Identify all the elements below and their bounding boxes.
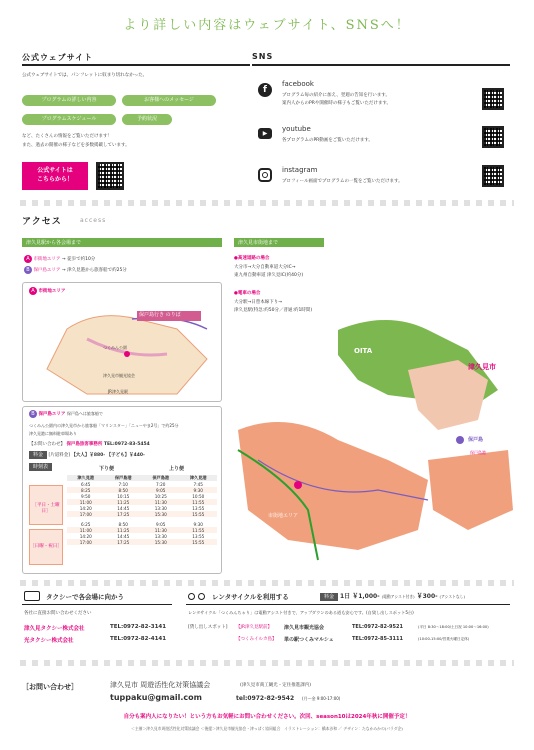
youtube-icon[interactable]: ▶ — [258, 128, 272, 139]
access-heading-en: access — [80, 217, 107, 224]
car-line2: 東九州自動車道 津久見IC(約40分) — [234, 273, 304, 278]
website-note2: また、過去の開催の様子などを多数掲載しています。 — [22, 143, 130, 148]
official-site-line2: こちらから！ — [36, 176, 73, 183]
map-b-marker-icon: B — [29, 410, 37, 418]
map-b-contact-tel: TEL:0972-83-5454 — [103, 442, 150, 447]
city-area-label: 市街地エリア — [268, 513, 299, 519]
timetable-cell: 11:55 — [192, 527, 205, 533]
page-title: より詳しい内容はウェブサイト、SNSへ！ — [123, 18, 411, 33]
cycle-0-time: (平日 8:30〜18:00/土日祝 10:00〜16:00) — [418, 625, 489, 629]
area-a-desc: → 徒歩で約10分 — [61, 257, 96, 262]
official-site-line1: 公式サイトは — [37, 167, 73, 174]
bicycle-icon — [188, 590, 206, 601]
col-header: 津久見港 — [77, 475, 95, 480]
timetable-up: 上り便 — [169, 466, 185, 472]
timetable-cell: 14:45 — [117, 533, 130, 539]
timetable-cell: 10:15 — [117, 493, 130, 499]
car-title: ●高速道路の場合 — [234, 256, 270, 261]
cycle-heading: レンタサイクルを利用する — [212, 593, 289, 601]
timetable-cell: 11:55 — [192, 499, 205, 505]
cycle-spot-label: [貸し出しスポット] — [188, 625, 228, 630]
taxi-note: 各社に直接お問い合わせください — [24, 611, 92, 616]
timetable-cell: 17:25 — [117, 539, 130, 545]
map-b-title: 保戸島エリア — [38, 412, 66, 417]
website-heading: 公式ウェブサイト — [22, 53, 94, 62]
train-line1: 大分駅→日豊本線下り→ — [234, 300, 283, 305]
oita-label: OITA — [354, 347, 373, 355]
timetable-cell: 8:50 — [118, 521, 128, 527]
timetable-cell: 11:00 — [79, 499, 92, 505]
map-b-desc: つくみん公園内の津久見市から旅客船「マリンスター」「ニューやま2号」で約25分 — [29, 423, 179, 428]
timetable-cell: 9:50 — [81, 493, 91, 499]
website-divider — [22, 64, 250, 66]
fare-child: 【子ども】￥440- — [106, 453, 145, 458]
map-a-place-2: つくみん公園 — [103, 345, 127, 350]
timetable-cell: 7:10 — [118, 481, 128, 487]
access-left-tag: 津久見駅から各会場まで — [22, 238, 222, 247]
timetable-cell: 7:20 — [156, 481, 166, 487]
fare-adult: 【大人】￥880- — [71, 453, 106, 458]
facebook-qr-code[interactable] — [482, 88, 504, 110]
contact-tel-note: (月〜金 9:00-17:00) — [302, 696, 341, 701]
timetable-cell: 14:20 — [79, 505, 92, 511]
instagram-title: instagram — [282, 166, 318, 174]
map-a-place-0: 津久見市観光協会 — [103, 373, 135, 378]
timetable-down: 下り便 — [99, 466, 115, 472]
wave-divider-bottom — [20, 660, 514, 666]
timetable-cell: 14:20 — [79, 533, 92, 539]
taxi-divider — [22, 604, 172, 605]
website-qr-code[interactable] — [96, 162, 124, 190]
youtube-line1: 各プログラムのPR動画をご覧いただけます。 — [282, 138, 373, 143]
timetable-cell: 13:55 — [192, 533, 205, 539]
map-a-point — [124, 351, 130, 357]
timetable-cell: 10:50 — [192, 493, 205, 499]
timetable-cell: 15:30 — [154, 511, 167, 517]
website-intro: 公式ウェブサイトでは、パンフレットに収まり切れなかった、 — [22, 73, 148, 78]
contact-email[interactable]: tuppaku@gmail.com — [110, 693, 202, 702]
col-header: 保戸島港 — [114, 475, 132, 480]
holiday-label: ［日曜・祝日］ — [29, 529, 63, 565]
instagram-line1: プロフィール画面でプログラムの一覧をご覧いただけます。 — [282, 179, 403, 184]
cycle-1-time: (10:00-15:00/営業火曜日定休) — [418, 637, 470, 641]
taxi-0-name: 津久見タクシー株式会社 — [24, 626, 85, 632]
timetable-cell: 13:30 — [154, 533, 167, 539]
timetable-cell: 7:45 — [193, 481, 203, 487]
contact-label: ［お問い合わせ］ — [22, 683, 78, 691]
timetable-cell: 9:30 — [193, 521, 203, 527]
cycle-0-tel: TEL:0972-82-9521 — [352, 624, 403, 630]
hotojima-area-box — [22, 406, 222, 574]
timetable-cell: 9:05 — [156, 521, 166, 527]
cycle-0-where: 【JR津久見駅前】 — [236, 625, 272, 630]
cycle-fee1: 1日 ￥1,000- — [339, 593, 380, 600]
instagram-qr-code[interactable] — [482, 165, 504, 187]
cycle-desc: レンタサイクル「つくみんちゃり」は電動アシスト付きで、アップダウンのある道も安心です。(自貸し出しスポット5台) — [188, 610, 414, 615]
ferry-boarding-label: 保戸島行き のりば — [139, 312, 181, 318]
taxi-1-name: 光タクシー株式会社 — [24, 638, 74, 644]
map-a-place-1: JR津久見駅 — [108, 389, 128, 394]
timetable-cell: 17:25 — [117, 511, 130, 517]
facebook-line2: 案内人からのPRや開催時の様子もご覧いただけます。 — [282, 101, 391, 106]
timetable-cell: 10:25 — [154, 493, 167, 499]
marker-b-icon: B — [24, 266, 32, 274]
marker-a-icon: A — [24, 255, 32, 263]
cycle-divider — [186, 604, 510, 605]
timetable-cell: 8:25 — [81, 487, 91, 493]
map-a-marker-icon: A — [29, 287, 37, 295]
timetable-cell: 11:30 — [154, 499, 167, 505]
timetable-cell: 8:50 — [118, 487, 128, 493]
col-header: 保戸島港 — [152, 475, 170, 480]
timetable-cell: 15:55 — [192, 511, 205, 517]
footer-message: 自分も案内人になりたい！という方もお気軽にお問い合わせください。次回、season10は2024年秋に開催予定！ — [123, 714, 411, 720]
access-heading: アクセス — [22, 217, 62, 227]
timetable-cell: 13:55 — [192, 505, 205, 511]
wave-divider-mid — [20, 580, 514, 586]
youtube-qr-code[interactable] — [482, 126, 504, 148]
map-b-contact-label: 【お問い合わせ】 — [29, 442, 65, 447]
holiday-rows — [67, 521, 217, 545]
timetable-table — [67, 475, 217, 545]
cycle-fee2: ￥300- — [416, 593, 438, 600]
hotojima-land-shape — [428, 450, 513, 530]
map-b-contact-name: 保戸島旅客事務所 — [66, 442, 103, 447]
sns-divider — [252, 64, 510, 66]
tsukumi-label: 津久見市 — [468, 363, 496, 371]
cycle-1-where: 【つくみイルカ島】 — [236, 637, 277, 642]
city-area-land-shape — [238, 422, 428, 550]
timetable-cell: 11:00 — [79, 527, 92, 533]
train-title: ●電車の場合 — [234, 291, 261, 296]
timetable-cell: 6:25 — [81, 521, 91, 527]
timetable-cell: 9:30 — [193, 487, 203, 493]
instagram-icon[interactable] — [258, 168, 272, 182]
timetable-cell: 13:30 — [154, 505, 167, 511]
region-marker-b — [456, 436, 464, 444]
contact-tel[interactable]: tel:0972-82-9542 — [236, 695, 295, 702]
timetable-cell: 9:05 — [156, 487, 166, 493]
pill-schedule: プログラムスケジュール — [22, 114, 116, 125]
timetable-cell: 17:00 — [79, 511, 92, 517]
pill-reservation: 予約状況 — [122, 114, 172, 125]
hoto-sub-label: 保戸島港 — [470, 450, 486, 455]
cycle-fee1-note: (電動アシスト付き) — [381, 594, 415, 599]
youtube-title: youtube — [282, 125, 311, 133]
fare-label: 料金 — [29, 451, 47, 459]
area-a-label: 市街地エリア — [33, 257, 61, 262]
weekday-rows — [67, 481, 217, 517]
sns-heading: SNS — [252, 52, 274, 61]
timetable-cell: 17:00 — [79, 539, 92, 545]
access-right-tag: 津久見市街地まで — [234, 238, 324, 247]
footer-credits: ＜主催＞津久見市周遊活性化対策協議会 ＜後援＞津久見市観光協会・津っぱく協同組合 イラストレーション：橋本沙和 ／ デザイン：たなかみかの(パラダ企) — [131, 726, 403, 731]
cycle-0-name: 津久見市観光協会 — [284, 625, 325, 631]
fare-one-way: [片道料金] — [48, 453, 70, 458]
pill-message: お客様へのメッセージ — [122, 95, 216, 106]
timetable-label: 時刻表 — [29, 463, 52, 471]
cycle-1-tel: TEL:0972-85-3111 — [352, 636, 403, 642]
facebook-title: facebook — [282, 80, 314, 88]
taxi-icon — [24, 591, 40, 601]
timetable-cell: 11:30 — [154, 527, 167, 533]
pill-program-details: プログラムの詳しい内容 — [22, 95, 116, 106]
timetable-cell: 11:25 — [117, 499, 130, 505]
facebook-line1: プログラム毎の紹介に加え、翌週の告知を行います。 — [282, 93, 390, 98]
taxi-heading: タクシーで各会場に向かう — [46, 593, 124, 601]
train-line2: 津久見駅(特急:約50分／普通:約1時間) — [234, 308, 313, 313]
timetable-cell: 6:45 — [81, 481, 91, 487]
area-b-label: 保戸島エリア — [33, 268, 61, 273]
facebook-icon[interactable]: f — [258, 83, 272, 97]
col-header: 津久見港 — [189, 475, 207, 480]
timetable-cell: 15:30 — [154, 539, 167, 545]
timetable-cell: 14:45 — [117, 505, 130, 511]
hoto-label: 保戸島 — [468, 437, 484, 443]
map-b-sub: 保戸島へは旅客船で — [66, 411, 103, 416]
city-area-map-box — [22, 282, 222, 402]
map-a-title: 市街地エリア — [38, 289, 66, 294]
timetable-row — [67, 539, 217, 545]
contact-org-note: (津久見市商工観光・定住推進課内) — [240, 683, 312, 688]
region-marker-a — [294, 481, 302, 489]
taxi-0-tel: TEL:0972-82-3141 — [110, 624, 167, 630]
taxi-1-tel: TEL:0972-82-4141 — [110, 636, 167, 642]
cycle-fee-label: 料金 — [320, 593, 338, 601]
map-b-desc2: 津久見港に無料駐車場あり — [29, 431, 77, 436]
car-line1: 大分市→大分自動車道大分IC→ — [234, 265, 296, 270]
wave-divider-top — [20, 200, 514, 206]
contact-org: 津久見市 周遊活性化対策協議会 — [110, 681, 211, 689]
cycle-1-name: 単の駅つくみマルシェ — [284, 637, 334, 643]
area-b-desc: → 津久見港から旅客船で約25分 — [61, 268, 127, 273]
weekday-label: ［平日・土曜日］ — [29, 485, 63, 525]
official-site-button[interactable] — [22, 162, 88, 190]
timetable-cell: 11:25 — [117, 527, 130, 533]
cycle-fee2-note: (アシストなし) — [439, 594, 466, 599]
timetable-cell: 15:55 — [192, 539, 205, 545]
website-note1: など、たくさんの情報をご覧いただけます！ — [22, 134, 112, 139]
